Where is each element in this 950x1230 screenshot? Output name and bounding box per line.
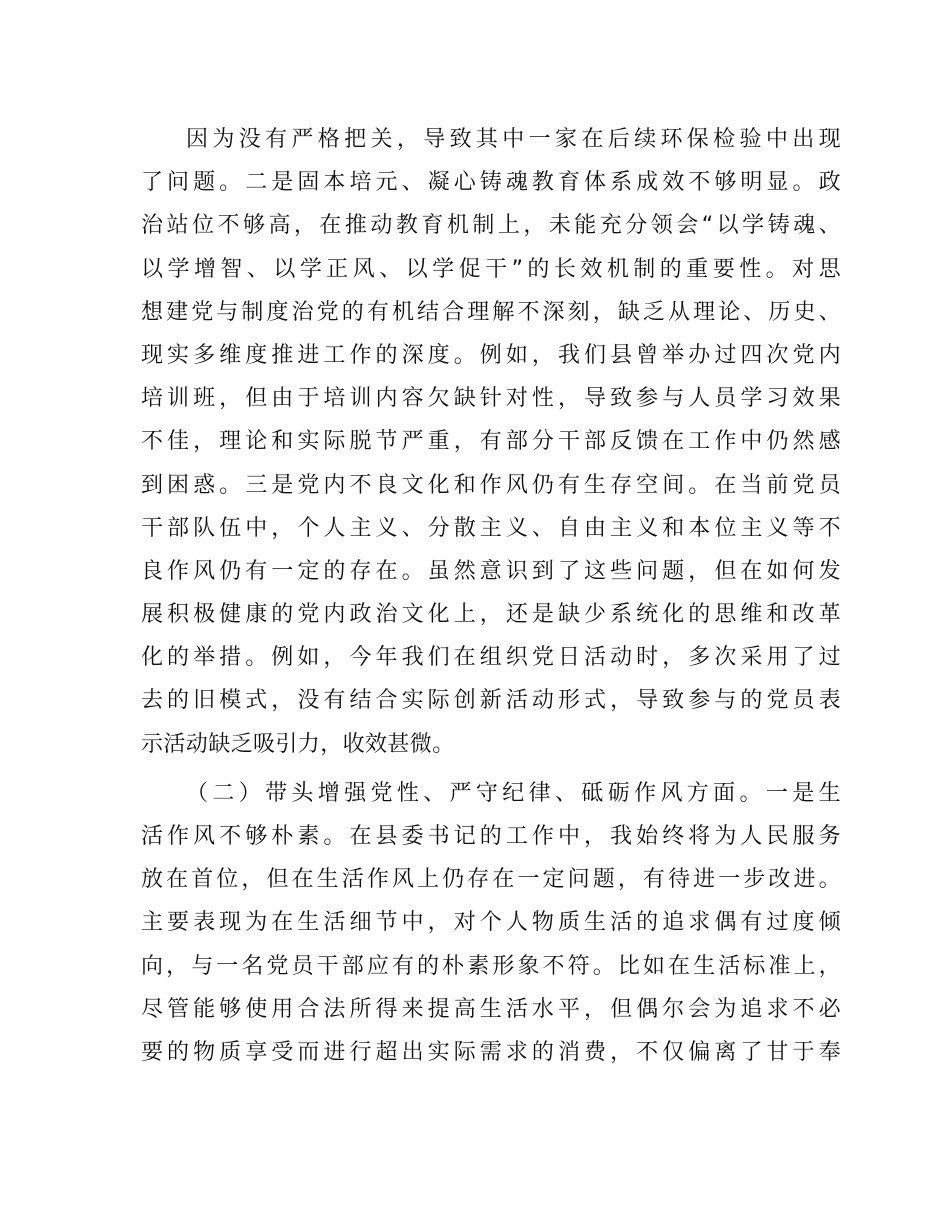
text-line: 治站位不够高，在推动教育机制上，未能充分领会“以学铸魂、 bbox=[141, 213, 841, 239]
text-line: 培训班，但由于培训内容欠缺针对性，导致参与人员学习效果 bbox=[141, 386, 841, 412]
paragraph bbox=[141, 772, 841, 1074]
text-line: 想建党与制度治党的有机结合理解不深刻，缺乏从理论、历史、 bbox=[141, 299, 841, 325]
text-line: 活作风不够朴素。在县委书记的工作中，我始终将为人民服务 bbox=[141, 824, 841, 849]
text-line: 展积极健康的党内政治文化上，还是缺少系统化的思维和改革 bbox=[141, 602, 841, 628]
text-line: 良作风仍有一定的存在。虽然意识到了这些问题，但在如何发 bbox=[141, 558, 841, 584]
text-line: 了问题。二是固本培元、凝心铸魂教育体系成效不够明显。政 bbox=[141, 170, 841, 196]
text-line: 到困惑。三是党内不良文化和作风仍有生存空间。在当前党员 bbox=[141, 472, 841, 498]
text-line: 干部队伍中，个人主义、分散主义、自由主义和本位主义等不 bbox=[141, 515, 841, 541]
text-line: 不佳，理论和实际脱节严重，有部分干部反馈在工作中仍然感 bbox=[141, 429, 841, 455]
text-line: 化的举措。例如，今年我们在组织党日活动时，多次采用了过 bbox=[141, 645, 841, 671]
text-line: 以学增智、以学正风、以学促干”的长效机制的重要性。对思 bbox=[141, 256, 841, 282]
text-line: 示活动缺乏吸引力，收效甚微。 bbox=[141, 731, 455, 757]
text-line: （二）带头增强党性、严守纪律、砥砺作风方面。一是生 bbox=[186, 780, 841, 806]
body-text bbox=[141, 118, 841, 1074]
paragraph bbox=[141, 118, 841, 766]
text-line: 因为没有严格把关，导致其中一家在后续环保检验中出现 bbox=[186, 127, 841, 152]
text-line: 现实多维度推进工作的深度。例如，我们县曾举办过四次党内 bbox=[141, 342, 841, 368]
text-line: 要的物质享受而进行超出实际需求的消费，不仅偏离了甘于奉 bbox=[141, 1039, 841, 1065]
text-line: 尽管能够使用合法所得来提高生活水平，但偶尔会为追求不必 bbox=[141, 996, 841, 1022]
text-line: 去的旧模式，没有结合实际创新活动形式，导致参与的党员表 bbox=[141, 688, 841, 714]
text-line: 向，与一名党员干部应有的朴素形象不符。比如在生活标准上， bbox=[141, 953, 841, 979]
text-line: 放在首位，但在生活作风上仍存在一定问题，有待进一步改进。 bbox=[141, 867, 841, 893]
text-line: 主要表现为在生活细节中，对个人物质生活的追求偶有过度倾 bbox=[141, 910, 841, 936]
